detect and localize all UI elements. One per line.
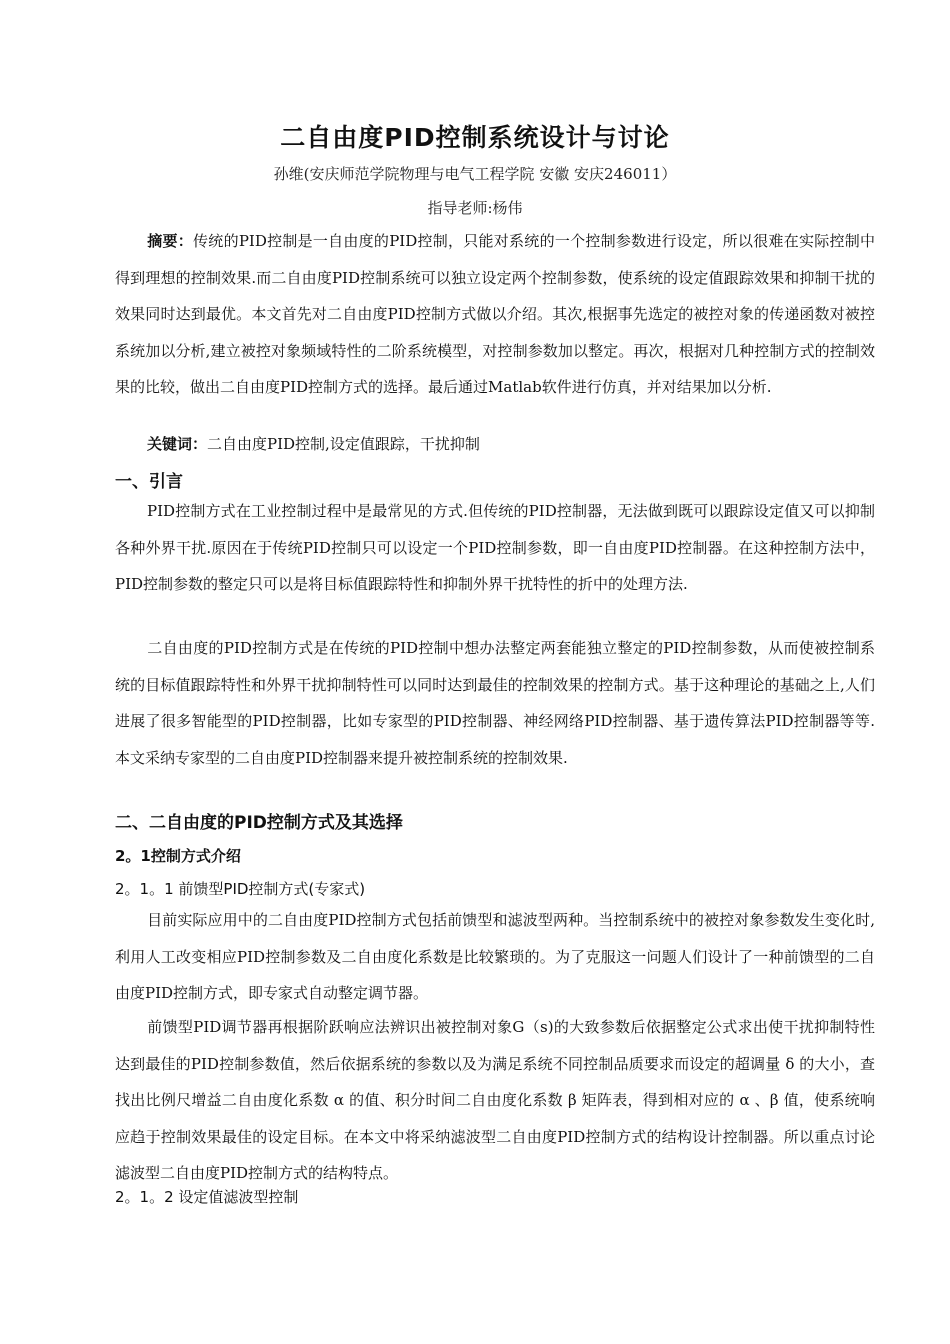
advisor-line: 指导老师:杨伟	[427, 199, 523, 217]
subsection-2-1-2-heading: 2。1。2 设定值滤波型控制	[115, 1188, 299, 1206]
section-2-heading: 二、二自由度的PID控制方式及其选择	[115, 813, 403, 833]
keywords-label: 关键词：	[147, 435, 208, 453]
paper-title: 二自由度PID控制系统设计与讨论	[280, 123, 670, 152]
keywords-text: 二自由度PID控制,设定值跟踪，干扰抑制	[207, 435, 480, 453]
section-2-paragraph-1: 目前实际应用中的二自由度PID控制方式包括前馈型和滤波型两种。当控制系统中的被控对象参数发生变化时,利用人工改变相应PID控制参数及二自由度化系数是比较繁琐的。为了克服这一问题人们设计了一种前馈型的二自由度PID控制方式，即专家式自动整定调节器。	[115, 911, 875, 1002]
abstract-label: 摘要：	[147, 232, 194, 250]
section-1-paragraph-1: PID控制方式在工业控制过程中是最常见的方式.但传统的PID控制器，无法做到既可以跟踪设定值又可以抑制各种外界干扰.原因在于传统PID控制只可以设定一个PID控制参数，即一自由度PID控制器。在这种控制方法中，PID控制参数的整定只可以是将目标值跟踪特性和抑制外界干扰特性的折中的处理方法.	[115, 502, 875, 593]
subsection-2-1-1-heading: 2。1。1 前馈型PID控制方式(专家式)	[115, 880, 366, 898]
section-1-paragraph-2: 二自由度的PID控制方式是在传统的PID控制中想办法整定两套能独立整定的PID控制参数，从而使被控制系统的目标值跟踪特性和外界干扰抑制特性可以同时达到最佳的控制效果的控制方式。基于这种理论的基础之上,人们进展了很多智能型的PID控制器，比如专家型的PID控制器、神经网络PID控制器、基于遗传算法PID控制器等等.本文采纳专家型的二自由度PID控制器来提升被控制系统的控制效果.	[115, 639, 875, 767]
author-line: 孙维(安庆师范学院物理与电气工程学院 安徽 安庆246011）	[273, 165, 677, 183]
section-2-paragraph-2: 前馈型PID调节器再根据阶跃响应法辨识出被控制对象G（s)的大致参数后依据整定公式求出使干扰抑制特性达到最佳的PID控制参数值，然后依据系统的参数以及为满足系统不同控制品质要求而设定的超调量 δ 的大小，查找出比例尺增益二自由度化系数 α 的值、积分时间二自由度化系数 β 矩阵表，得到相对应的 α 、β 值，使系统响应趋于控制效果最佳的设定目标。在本文中将采纳滤波型二自由度PID控制方式的结构设计控制器。所以重点讨论滤波型二自由度PID控制方式的结构特点。	[115, 1018, 875, 1182]
abstract-paragraph	[115, 223, 875, 406]
keywords-paragraph	[115, 426, 875, 463]
section-1-heading: 一、引言	[115, 472, 183, 492]
subsection-2-1-heading: 2。1控制方式介绍	[115, 847, 241, 865]
abstract-text: 传统的PID控制是一自由度的PID控制，只能对系统的一个控制参数进行设定，所以很难在实际控制中得到理想的控制效果.而二自由度PID控制系统可以独立设定两个控制参数，使系统的设定值跟踪效果和抑制干扰的效果同时达到最优。本文首先对二自由度PID控制方式做以介绍。其次,根据事先选定的被控对象的传递函数对被控系统加以分析,建立被控对象频域特性的二阶系统模型，对控制参数加以整定。再次，根据对几种控制方式的控制效果的比较，做出二自由度PID控制方式的选择。最后通过Matlab软件进行仿真，并对结果加以分析.	[115, 232, 875, 396]
